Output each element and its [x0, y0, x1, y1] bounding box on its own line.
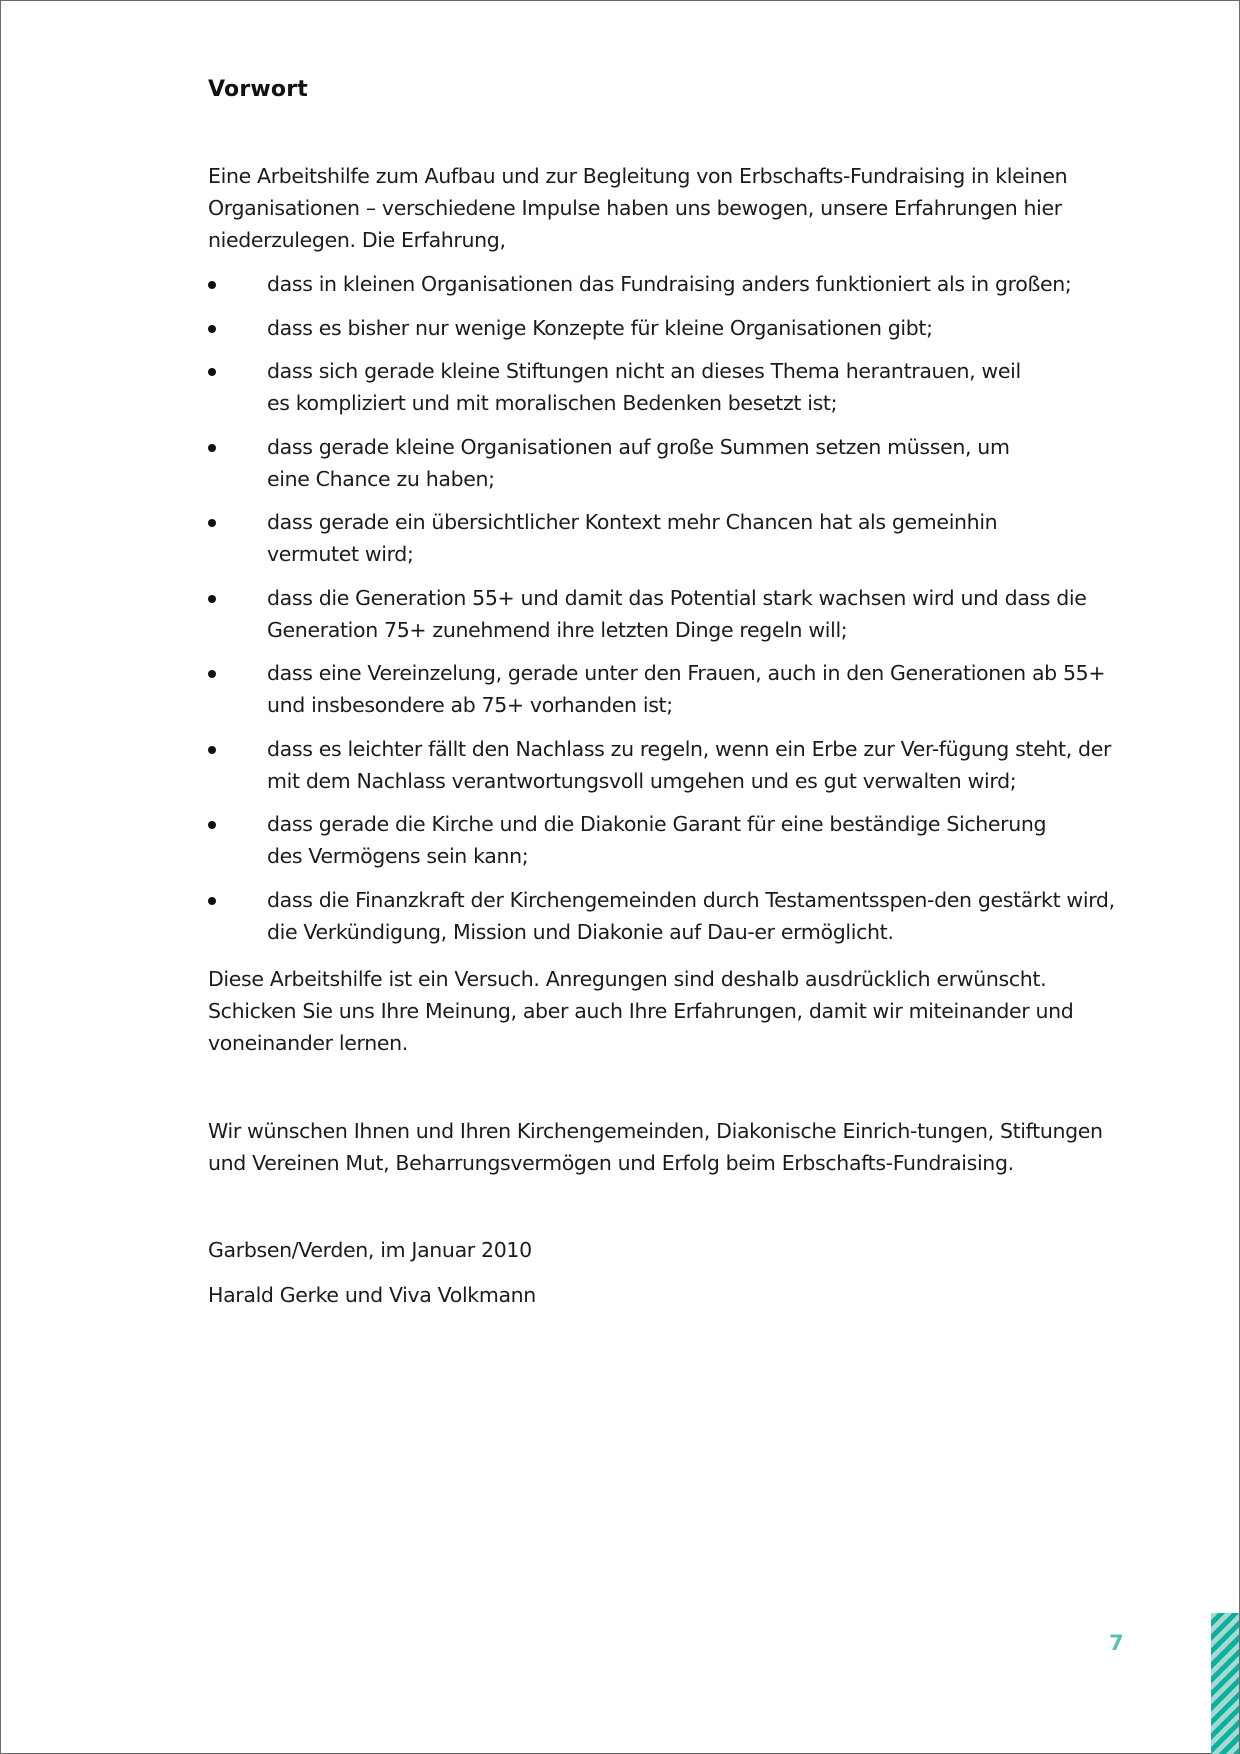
list-item: dass die Finanzkraft der Kirchengemeinden durch Testamentsspen-den gestärkt wird, die Verkündigung, Mission und Diakonie auf Dau-er ermöglicht. — [208, 884, 1128, 948]
wishes-paragraph: Wir wünschen Ihnen und Ihren Kirchengemeinden, Diakonische Einrich-tungen, Stiftungen und Vereinen Mut, Beharrungsvermögen und Erfolg beim Erbschafts-Fundraising. — [208, 1119, 1103, 1175]
list-item: dass es leichter fällt den Nachlass zu regeln, wenn ein Erbe zur Ver-fügung steht, der mit dem Nachlass verantwortungsvoll umgehen und es gut verwalten wird; — [208, 733, 1128, 797]
authors: Harald Gerke und Viva Volkmann — [208, 1283, 536, 1307]
closing-paragraph: Diese Arbeitshilfe ist ein Versuch. Anregungen sind deshalb ausdrücklich erwünscht. Schicken Sie uns Ihre Meinung, aber auch Ihre Erfahrungen, damit wir miteinander und voneinander lernen. — [208, 967, 1074, 1055]
bullet-icon — [208, 670, 216, 678]
bullet-icon — [208, 368, 216, 376]
intro-paragraph: Eine Arbeitshilfe zum Aufbau und zur Begleitung von Erbschafts-Fundraising in kleinen Organisationen – verschiedene Impulse haben uns bewogen, unsere Erfahrungen hier niederzulegen. Die Erfahrung, — [208, 164, 1068, 252]
page-title: Vorwort — [208, 77, 308, 102]
list-item: dass sich gerade kleine Stiftungen nicht an dieses Thema herantrauen, weil es kompliziert und mit moralischen Bedenken besetzt ist; — [208, 355, 1047, 419]
decorative-stripe — [1211, 1613, 1239, 1754]
bullet-icon — [208, 281, 216, 289]
list-item: dass gerade die Kirche und die Diakonie Garant für eine beständige Sicherung des Vermögens sein kann; — [208, 808, 1087, 872]
place-date: Garbsen/Verden, im Januar 2010 — [208, 1238, 532, 1262]
bullet-icon — [208, 325, 216, 333]
bullet-icon — [208, 595, 216, 603]
bullet-icon — [208, 897, 216, 905]
list-item: dass gerade kleine Organisationen auf große Summen setzen müssen, um eine Chance zu haben; — [208, 431, 1027, 495]
bullet-icon — [208, 746, 216, 754]
list-item: dass eine Vereinzelung, gerade unter den Frauen, auch in den Generationen ab 55+ und insbesondere ab 75+ vorhanden ist; — [208, 657, 1128, 721]
page-number: 7 — [1109, 1631, 1124, 1655]
bullet-icon — [208, 519, 216, 527]
list-item: dass die Generation 55+ und damit das Potential stark wachsen wird und dass die Generation 75+ zunehmend ihre letzten Dinge regeln will; — [208, 582, 1128, 646]
bullet-icon — [208, 821, 216, 829]
bullet-list — [208, 268, 1128, 959]
list-item: dass gerade ein übersichtlicher Kontext mehr Chancen hat als gemeinhin vermutet wird; — [208, 506, 1057, 570]
list-item: dass es bisher nur wenige Konzepte für kleine Organisationen gibt; — [208, 312, 1128, 344]
bullet-icon — [208, 444, 216, 452]
list-item: dass in kleinen Organisationen das Fundraising anders funktioniert als in großen; — [208, 268, 1128, 300]
